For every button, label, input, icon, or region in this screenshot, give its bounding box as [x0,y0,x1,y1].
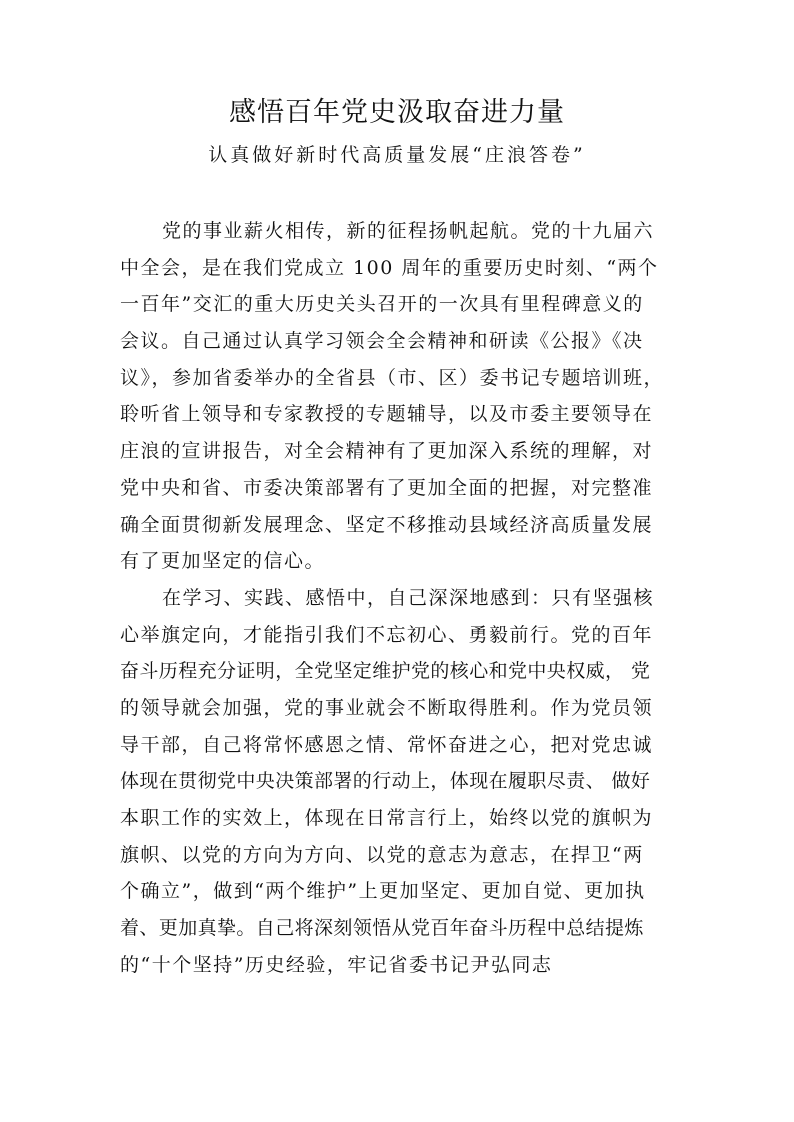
paragraph [120,580,680,984]
text-line: 体现在贯彻党中央决策部署的行动上，体现在履职尽责、 做好 [120,770,651,793]
document-body [120,213,680,983]
text-line: 一百年”交汇的重大历史关头召开的一次具有里程碑意义的 [120,293,644,316]
text-line: 个确立”，做到“两个维护”上更加坚定、更加自觉、更加执 [120,880,646,903]
text-line: 在学习、实践、感悟中，自己深深地感到：只有坚强核 [162,586,655,609]
paragraph [120,213,680,580]
text-line: 导干部，自己将常怀感恩之情、常怀奋进之心，把对党忠诚 [120,733,654,756]
text-line: 心举旗定向，才能指引我们不忘初心、勇毅前行。党的百年 [120,623,654,646]
text-line: 的“十个坚持”历史经验，牢记省委书记尹弘同志 [120,953,553,976]
text-line: 本职工作的实效上，体现在日常言行上，始终以党的旗帜为 [120,807,654,829]
text-line: 会议。自己通过认真学习领会全会精神和研读《公报》《决 [120,330,644,353]
text-line: 聆听省上领导和专家教授的专题辅导，以及市委主要领导在 [120,403,654,426]
page-title: 感悟百年党史汲取奋进力量 [229,97,565,128]
page-subtitle: 认真做好新时代高质量发展“庄浪答卷” [208,144,586,166]
text-line: 着、更加真挚。自己将深刻领悟从党百年奋斗历程中总结提炼 [120,917,644,940]
text-line: 旗帜、以党的方向为方向、以党的意志为意志，在捍卫“两 [120,843,644,866]
text-line: 确全面贯彻新发展理念、坚定不移推动县域经济高质量发展 [120,513,654,536]
text-line: 中全会，是在我们党成立 100 周年的重要历史时刻、“两个 [120,256,659,279]
text-line: 庄浪的宣讲报告，对全会精神有了更加深入系统的理解，对 [120,440,654,463]
text-line: 的领导就会加强，党的事业就会不断取得胜利。作为党员领 [120,696,654,719]
text-line: 党的事业薪火相传，新的征程扬帆起航。党的十九届六 [162,220,655,242]
text-line: 有了更加坚定的信心。 [120,550,326,573]
text-line: 奋斗历程充分证明，全党坚定维护党的核心和党中央权威， 党 [120,660,651,683]
text-line: 党中央和省、市委决策部署有了更加全面的把握，对完整准 [120,476,654,499]
text-line: 议》，参加省委举办的全省县（市、区）委书记专题培训班， [120,366,665,389]
